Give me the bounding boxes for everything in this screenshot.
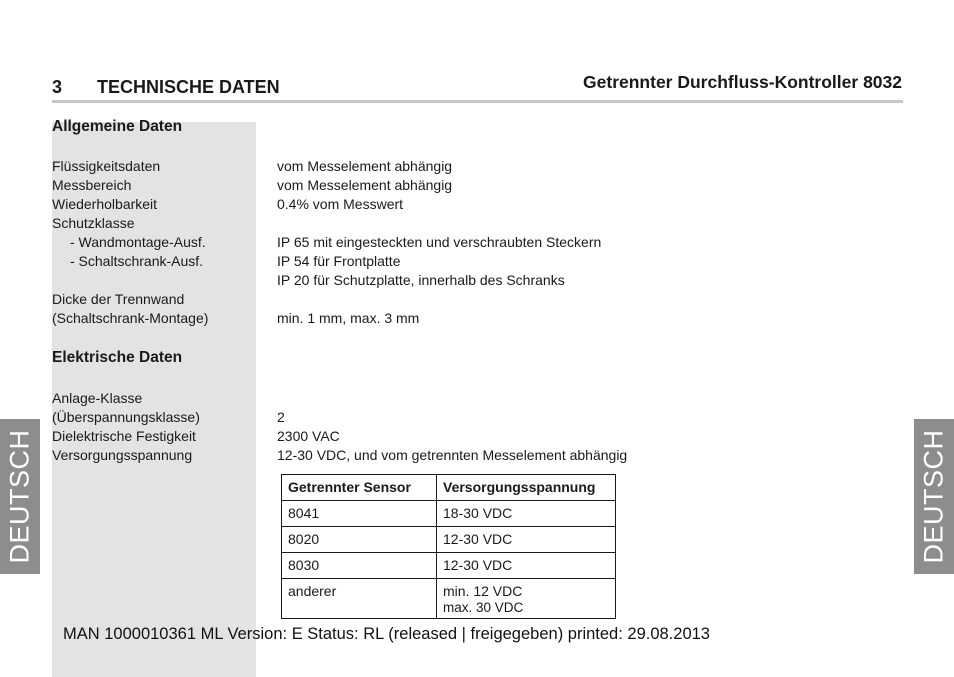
wall-thickness-value: min. 1 mm, max. 3 mm xyxy=(277,310,420,326)
cabinet-version-label: - Schaltschrank-Ausf. xyxy=(70,253,204,269)
supply-cell xyxy=(437,579,616,619)
section-number: 3 xyxy=(52,77,63,97)
sensor-cell: 8020 xyxy=(282,527,437,553)
repeatability-label: Wiederholbarkeit xyxy=(52,196,158,212)
wall-thickness-label: Dicke der Trennwand xyxy=(52,291,185,307)
table-row xyxy=(282,553,616,579)
dielectric-strength-label: Dielektrische Festigkeit xyxy=(52,428,196,444)
language-tab-right xyxy=(914,419,954,574)
supply-cell: 12-30 VDC xyxy=(437,527,616,553)
supply-voltage-value: 12-30 VDC, und vom getrennten Messelement abhängig xyxy=(277,447,628,463)
table-row xyxy=(282,579,616,619)
table-header-row xyxy=(282,475,616,501)
electrical-data-heading: Elektrische Daten xyxy=(52,349,183,366)
sensor-voltage-table xyxy=(281,474,616,619)
overvoltage-class-label: (Überspannungsklasse) xyxy=(52,409,200,425)
general-data-heading: Allgemeine Daten xyxy=(52,118,183,135)
supply-voltage-label: Versorgungsspannung xyxy=(52,447,193,463)
language-tab-right-label: DEUTSCH xyxy=(918,429,949,564)
supply-min: min. 12 VDC xyxy=(443,583,523,599)
protection-class-label: Schutzklasse xyxy=(52,215,135,231)
wall-mount-label: - Wandmontage-Ausf. xyxy=(70,234,206,250)
measuring-range-label: Messbereich xyxy=(52,177,132,193)
header-divider xyxy=(52,100,903,103)
column-header-sensor: Getrennter Sensor xyxy=(282,475,437,501)
supply-max: max. 30 VDC xyxy=(443,600,524,615)
supply-cell: 12-30 VDC xyxy=(437,553,616,579)
fluid-data-value: vom Messelement abhängig xyxy=(277,158,453,174)
column-header-supply: Versorgungsspannung xyxy=(437,475,616,501)
dielectric-strength-value: 2300 VAC xyxy=(277,428,340,444)
table-row xyxy=(282,501,616,527)
document-title: Getrennter Durchfluss-Kontroller 8032 xyxy=(583,72,902,92)
cabinet-version-value-inside: IP 20 für Schutzplatte, innerhalb des Schranks xyxy=(277,272,565,288)
fluid-data-label: Flüssigkeitsdaten xyxy=(52,158,161,174)
cabinet-version-value-front: IP 54 für Frontplatte xyxy=(277,253,401,269)
document-status-footer: MAN 1000010361 ML Version: E Status: RL (released | freigegeben) printed: 29.08.2013 xyxy=(63,625,710,643)
table-row xyxy=(282,527,616,553)
section-title: TECHNISCHE DATEN xyxy=(97,77,280,97)
wall-mount-value: IP 65 mit eingesteckten und verschraubten Steckern xyxy=(277,234,602,250)
installation-class-value: 2 xyxy=(277,409,285,425)
measuring-range-value: vom Messelement abhängig xyxy=(277,177,453,193)
sensor-cell: 8041 xyxy=(282,501,437,527)
language-tab-left-label: DEUTSCH xyxy=(4,429,35,564)
supply-cell: 18-30 VDC xyxy=(437,501,616,527)
installation-class-label: Anlage-Klasse xyxy=(52,390,143,406)
wall-thickness-sublabel: (Schaltschrank-Montage) xyxy=(52,310,209,326)
language-tab-left xyxy=(0,419,40,574)
sensor-cell: anderer xyxy=(282,579,437,619)
repeatability-value: 0.4% vom Messwert xyxy=(277,196,404,212)
sensor-cell: 8030 xyxy=(282,553,437,579)
